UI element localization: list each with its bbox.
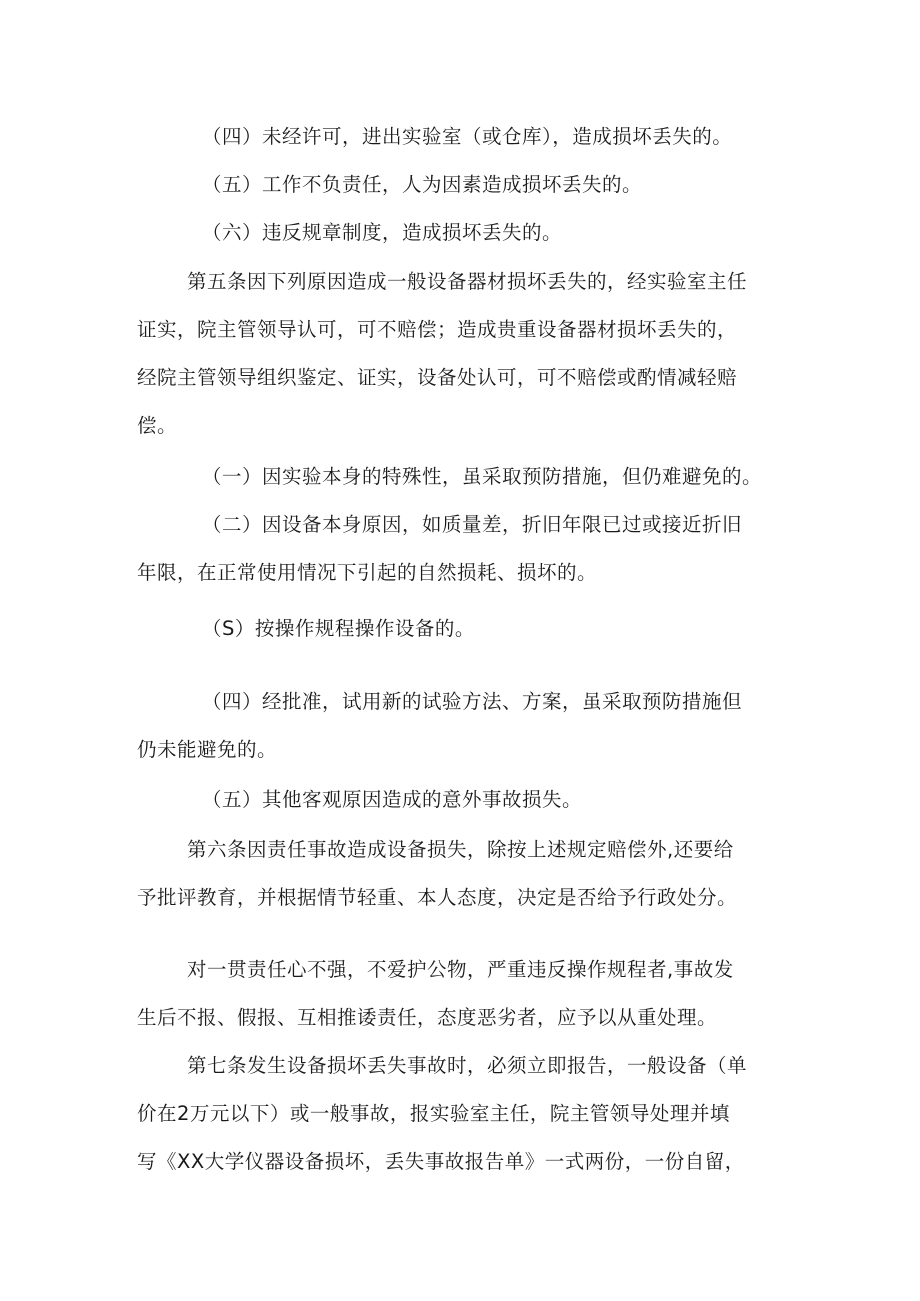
- paragraph-line: 经院主管领导组织鉴定、证实，设备处认可，可不赔偿或酌情减轻赔: [137, 366, 738, 389]
- paragraph-line: 对一贯责任心不强，不爱护公物，严重违反操作规程者,事故发: [187, 958, 734, 981]
- paragraph-line: 偿。: [137, 414, 178, 437]
- paragraph-line: （四）未经许可，进出实验室（或仓库），造成损坏丢失的。: [202, 125, 733, 148]
- paragraph-line: 予批评教育，并根据情节轻重、本人态度，决定是否给予行政处分。: [137, 886, 738, 909]
- paragraph-line: （五）其他客观原因造成的意外事故损失。: [202, 788, 583, 811]
- paragraph-line: 写《XX大学仪器设备损坏，丢失事故报告单》一式两份，一份自留，: [137, 1150, 745, 1173]
- paragraph-line: （五）工作不负责任，人为因素造成损坏丢失的。: [202, 173, 643, 196]
- paragraph-line: 第五条因下列原因造成一般设备器材损坏丢失的，经实验室主任: [187, 270, 748, 293]
- paragraph-line: 证实，院主管领导认可，可不赔偿；造成贵重设备器材损坏丢失的，: [137, 318, 738, 341]
- paragraph-line: 第六条因责任事故造成设备损失，除按上述规定赔偿外,还要给: [187, 838, 734, 861]
- paragraph-line: （S）按操作规程操作设备的。: [202, 617, 475, 640]
- paragraph-line: 第七条发生设备损坏丢失事故时，必须立即报告，一般设备（单: [187, 1054, 748, 1077]
- paragraph-line: 生后不报、假报、互相推诿责任，态度恶劣者，应予以从重处理。: [137, 1006, 718, 1029]
- paragraph-line: （六）违反规章制度，造成损坏丢失的。: [202, 221, 563, 244]
- paragraph-line: 价在2万元以下）或一般事故，报实验室主任，院主管领导处理并填: [137, 1102, 730, 1125]
- paragraph-line: （四）经批准，试用新的试验方法、方案，虽采取预防措施但: [202, 690, 743, 713]
- paragraph-line: （一）因实验本身的特殊性，虽采取预防措施，但仍难避免的。: [202, 465, 763, 488]
- paragraph-line: （二）因设备本身原因，如质量差，折旧年限已过或接近折旧: [202, 513, 743, 536]
- paragraph-line: 仍未能避免的。: [137, 738, 278, 761]
- paragraph-line: 年限，在正常使用情况下引起的自然损耗、损坏的。: [137, 561, 598, 584]
